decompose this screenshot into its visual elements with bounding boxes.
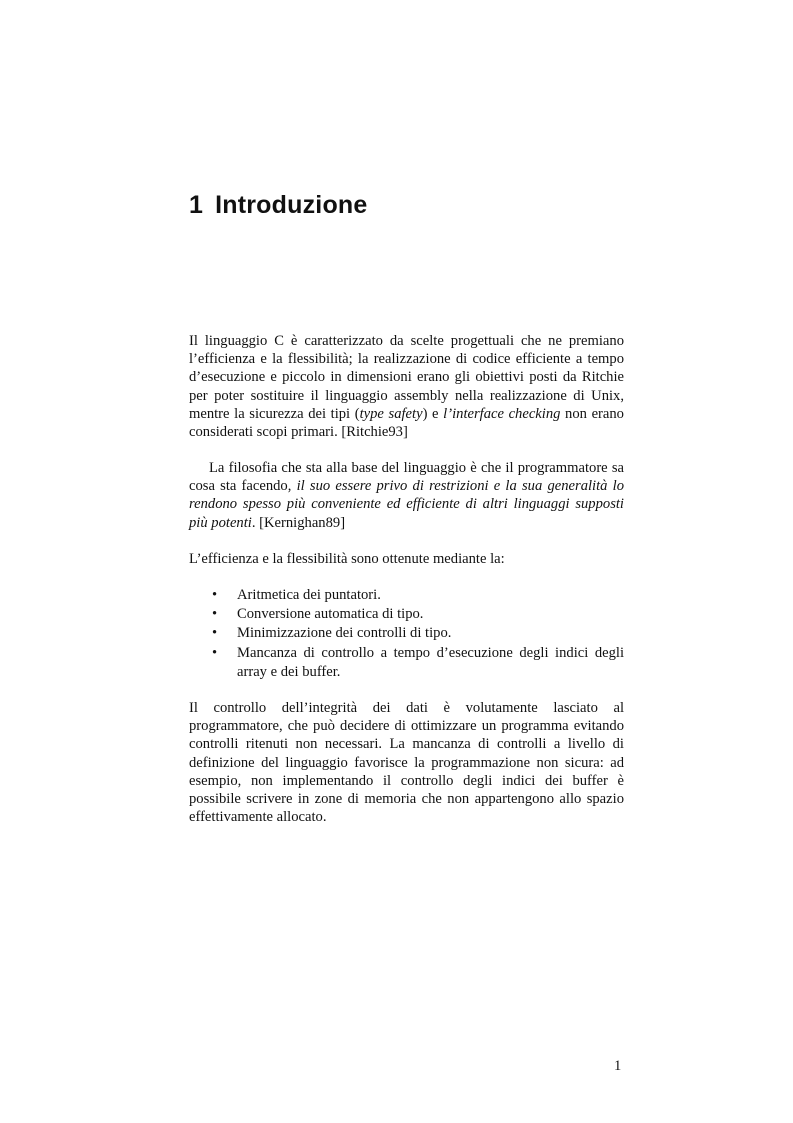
- paragraph-c-language-design: [189, 332, 624, 441]
- list-item: [212, 624, 624, 643]
- chapter-number: 1: [189, 191, 204, 219]
- paragraph-text: . [Kernighan89]: [251, 514, 346, 531]
- list-item-text: Aritmetica dei puntatori.: [237, 587, 381, 603]
- list-item-text: Conversione automatica di tipo.: [237, 606, 424, 623]
- list-item: [212, 586, 624, 605]
- paragraph-text: La filosofia che sta alla base del linguaggio è che il programmatore sa cosa sta facendo,: [189, 460, 624, 495]
- paragraph-language-philosophy: [189, 459, 624, 532]
- list-item: [212, 605, 624, 624]
- chapter-title: [189, 188, 368, 222]
- bullet-icon: •: [212, 625, 218, 642]
- list-item: [212, 644, 624, 682]
- bullet-icon: •: [212, 606, 218, 623]
- chapter-title-text: Introduzione: [215, 191, 368, 219]
- bullet-icon: •: [212, 644, 218, 661]
- bullet-icon: •: [212, 587, 218, 603]
- features-bullet-list: [212, 586, 624, 682]
- paragraph-list-intro: L’efficienza e la flessibilità sono ottenute mediante la:: [189, 551, 505, 567]
- page-number: 1: [614, 1058, 622, 1074]
- list-item-text: Minimizzazione dei controlli di tipo.: [237, 625, 452, 642]
- paragraph-text: ) e: [422, 405, 444, 422]
- paragraph-text: non erano considerati scopi primari. [Ritchie93]: [189, 405, 624, 441]
- paragraph-data-integrity: Il controllo dell’integrità dei dati è volutamente lasciato al programmatore, che può decidere di ottimizzare un programma evitando controlli ritenuti non necessari. La mancanza di controlli a livello di definizione del linguaggio favorisce la programmazione non sicura: ad esempio, non implementando il controllo degli indici dei buffer è possibile scrivere in zone di memoria che non appartengono allo spazio effettivamente allocato.: [189, 700, 624, 826]
- list-item-text: Mancanza di controllo a tempo d’esecuzione degli indici degli array e dei buffer.: [237, 644, 624, 680]
- paragraph-text: Il linguaggio C è caratterizzato da scelte progettuali che ne premiano l’efficienza e la flessibilità; la realizzazione di codice efficiente a tempo d’esecuzione e piccolo in dimensioni erano gli obiettivi posti da Ritchie per poter sostituire il linguaggio assembly nella realizzazione di Unix, mentre la sicurezza dei tipi (: [189, 333, 624, 422]
- italic-term: l’interface checking: [443, 405, 561, 422]
- italic-term: type safety: [359, 405, 423, 422]
- italic-quote: il suo essere privo di restrizioni e la sua generalità lo rendono spesso più conveniente ed efficiente di altri linguaggi supposti più potenti: [189, 478, 625, 531]
